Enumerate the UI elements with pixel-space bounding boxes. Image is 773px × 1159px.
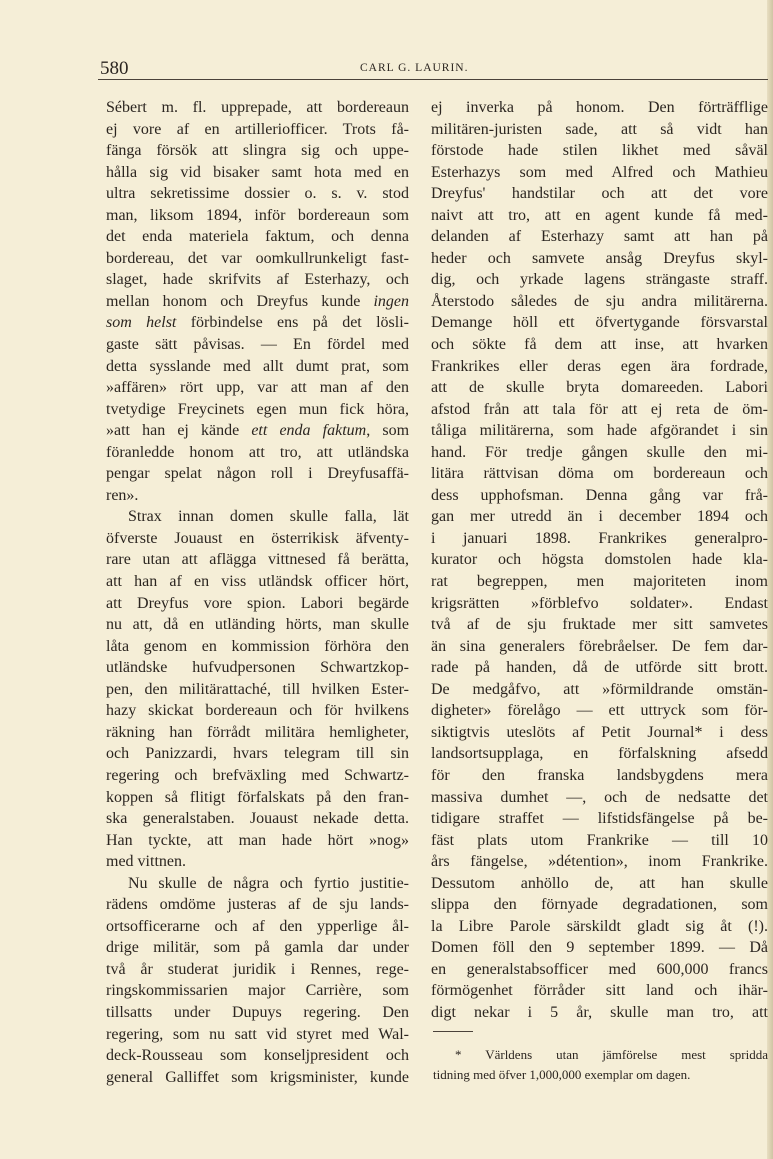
text-line (106, 787, 409, 809)
text-line (106, 808, 409, 830)
text-line (106, 162, 409, 184)
text-segment: Esterhazys som med Alfred och Mathieu (431, 163, 768, 181)
text-segment: regering, som nu satt vid styret med Wal- (106, 1025, 409, 1043)
text-line (431, 356, 768, 378)
text-segment: dess upphofsman. Denna gång var frå- (431, 486, 768, 504)
text-line (431, 485, 768, 507)
text-segment: * Världens utan jämförelse mest spridda (455, 1047, 768, 1062)
text-line (106, 765, 409, 787)
text-line (431, 205, 768, 227)
text-segment: litära rättvisan döma om bordereaun och (431, 465, 768, 483)
text-segment: landsortsupplaga, en förfalskning afsedd (431, 745, 768, 763)
text-segment: rade på handen, då de utförde sitt brott. (431, 659, 768, 677)
text-line (106, 873, 409, 895)
text-line (431, 593, 768, 615)
text-line (431, 97, 768, 119)
text-segment: att han af en viss utländsk officer hört, (106, 573, 409, 591)
text-line (106, 1002, 409, 1024)
text-segment: att Dreyfus vore spion. Labori begärde (106, 594, 409, 612)
text-segment: naivt att tro, att en agent kunde få med- (431, 206, 768, 224)
text-line (431, 334, 768, 356)
text-segment: räkning han förrådt militära hemligheter, (106, 723, 409, 741)
text-segment: drige militär, som på gamla dar under (106, 939, 409, 957)
text-segment: att de skulle bryta domareeden. Labori (431, 379, 768, 397)
text-line (431, 571, 768, 593)
text-segment: detta sysslande med allt dumt prat, som (106, 357, 409, 375)
text-segment: Nu skulle de några och fyrtio justitie- (128, 874, 409, 892)
text-segment: förstode hade stilen likhet med såväl (431, 142, 768, 160)
text-line (106, 851, 409, 873)
text-line (106, 679, 409, 701)
page-number: 580 (100, 58, 129, 79)
text-segment: och Panizzardi, hvars telegram till sin (106, 745, 409, 763)
text-segment: general Galliffet som krigsminister, kunde (106, 1068, 409, 1086)
text-segment: ej vore af en artilleriofficer. Trots få- (106, 120, 409, 138)
text-segment: koppen så flitigt förfalskats på den fran- (106, 788, 409, 806)
text-segment: regering och brefväxling med Schwartz- (106, 766, 409, 784)
text-line (431, 937, 768, 959)
text-segment: tåliga militärerna, som hade afgörandet i sin (431, 422, 768, 440)
text-line (106, 700, 409, 722)
text-line (431, 183, 768, 205)
text-line (431, 743, 768, 765)
text-line (431, 162, 768, 184)
text-segment: Demange höll ett öfvertygande försvarstal (431, 314, 768, 332)
text-segment: krigsrätten »förblefvo soldater». Endast (431, 594, 768, 612)
text-line (433, 1045, 768, 1065)
text-line (431, 506, 768, 528)
text-segment: rädens omdöme justeras af de sju lands- (106, 896, 409, 914)
text-line (106, 506, 409, 528)
text-segment: Strax innan domen skulle falla, lät (128, 508, 409, 526)
text-segment: gaste sätt påvisas. — En fördel med (106, 336, 409, 354)
text-segment: föranledde honom att tro, att utländska (106, 443, 409, 461)
italic-text: ett enda faktum (251, 422, 367, 440)
text-segment: Sébert m. fl. upprepade, att bordereaun (106, 99, 409, 116)
text-line (106, 248, 409, 270)
text-line (431, 463, 768, 485)
text-line (431, 851, 768, 873)
text-segment: afstod från att tala för att ej reta de öm- (431, 400, 768, 418)
text-segment: De medgåfvo, att »förmildrande omstän- (431, 680, 768, 698)
text-segment: nu att, då en utländing hörts, man skulle (106, 616, 409, 634)
text-line (433, 1065, 768, 1085)
text-segment: hålla sig vid bisaker samt hota med en (106, 163, 409, 181)
text-line (106, 140, 409, 162)
text-line (106, 312, 409, 334)
text-line (431, 808, 768, 830)
footnote (433, 1045, 768, 1085)
text-line (106, 1024, 409, 1046)
text-segment: tidigare straffet — lifstidsfängelse på be- (431, 810, 768, 828)
text-segment: ren». (106, 486, 139, 504)
text-segment: Dreyfus' handstilar och att det vore (431, 185, 768, 203)
text-line (106, 894, 409, 916)
text-segment: hand. För tredje gången skulle den mi- (431, 443, 768, 461)
text-line (431, 248, 768, 270)
text-line (431, 959, 768, 981)
text-line (106, 1067, 409, 1089)
text-segment: med vittnen. (106, 853, 186, 871)
text-segment: kurator och högsta domstolen hade kla- (431, 551, 768, 569)
text-segment: digheter» förelågo — ett uttryck som för- (431, 702, 768, 720)
text-segment: förmögenhet förråder sitt land och ihär- (431, 982, 768, 1000)
text-line (106, 485, 409, 507)
text-segment: ultra sekretissime dossier o. s. v. stod (106, 185, 409, 203)
text-segment: fänga försök att slingra sig och uppe- (106, 142, 409, 160)
text-line (431, 787, 768, 809)
text-segment: tvetydige Freycinets egen mun fick höra, (106, 400, 409, 418)
footnote-rule (433, 1031, 473, 1032)
text-line (106, 205, 409, 227)
text-line (106, 1045, 409, 1067)
text-line (431, 614, 768, 636)
text-line (431, 528, 768, 550)
text-segment: bordereau, det var oomkullrunkeligt fast- (106, 249, 409, 267)
text-line (106, 830, 409, 852)
text-segment: utländske hufvudpersonen Schwartzkop- (106, 659, 409, 677)
text-line (431, 636, 768, 658)
text-segment: låta genom en kommission förhöra den (106, 637, 409, 655)
text-line (431, 916, 768, 938)
text-segment: deck-Rousseau som konseljpresident och (106, 1047, 409, 1065)
text-segment: »affären» rört upp, var att man af den (106, 379, 409, 397)
text-segment: Frankrikes eller deras egen ära fordrade, (431, 357, 768, 375)
text-segment: »att han ej kände (106, 422, 252, 440)
text-line (431, 722, 768, 744)
text-line (106, 119, 409, 141)
text-segment: två af de sju fruktade mer sitt samvetes (431, 616, 768, 634)
text-line (106, 959, 409, 981)
text-segment: mellan honom och Dreyfus kunde (106, 292, 374, 310)
text-line (431, 140, 768, 162)
text-segment: rat begreppen, men majoriteten inom (431, 573, 768, 591)
text-line (431, 980, 768, 1002)
text-line (106, 97, 409, 119)
text-segment: förbindelse ens på det lösli- (176, 314, 409, 332)
text-segment: gan mer utredd än i december 1894 och (431, 508, 768, 526)
text-segment: slaget, hade skrifvits af Esterhazy, och (106, 271, 409, 289)
text-line (431, 312, 768, 334)
running-title: CARL G. LAURIN. (360, 62, 469, 74)
text-segment: ska generalstaben. Jouaust nekade detta. (106, 810, 409, 828)
text-line (106, 722, 409, 744)
text-segment: Återstodo således de sju andra militärerna. (431, 292, 768, 310)
text-line (431, 894, 768, 916)
text-line (431, 679, 768, 701)
header-rule (98, 79, 768, 80)
text-segment: pen, den militärattaché, till hvilken Ester- (106, 680, 409, 698)
italic-text: ingen (373, 292, 409, 310)
text-line (431, 830, 768, 852)
text-line (106, 334, 409, 356)
italic-text: som helst (106, 314, 177, 332)
text-line (106, 183, 409, 205)
text-segment: pengar spelat någon roll i Dreyfusaffä- (106, 465, 409, 483)
text-line (106, 269, 409, 291)
text-segment: rare utan att aflägga vittnesed få berätta, (106, 551, 409, 569)
text-segment: Dessutom anhöllo de, att han skulle (431, 874, 768, 892)
text-segment: , som (366, 422, 410, 440)
text-segment: delanden af Esterhazy samt att han på (431, 228, 768, 246)
text-segment: tillsatts under Dupuys regering. Den (106, 1003, 409, 1021)
text-segment: la Libre Parole särskildt gladt sig åt (!). (431, 917, 768, 935)
text-line (431, 657, 768, 679)
text-segment: hazy skickat bordereaun och för hvilkens (106, 702, 409, 720)
text-line (106, 614, 409, 636)
left-column (106, 97, 409, 1088)
text-line (106, 291, 409, 313)
text-segment: ortsofficerarne och af den ypperlige ål- (106, 917, 409, 935)
text-line (431, 269, 768, 291)
text-segment: ringskommissarien major Carrière, som (106, 982, 409, 1000)
text-segment: för den franska landsbygdens mera (431, 766, 768, 784)
text-segment: öfverste Jouaust en österrikisk äfventy- (106, 529, 409, 547)
text-line (106, 463, 409, 485)
text-line (431, 226, 768, 248)
text-segment: ej inverka på honom. Den förträfflige (431, 99, 768, 116)
text-segment: heder och samvete ansåg Dreyfus skyl- (431, 249, 768, 267)
text-segment: och sökte få dem att inse, att hvarken (431, 336, 768, 354)
text-line (431, 377, 768, 399)
text-line (106, 377, 409, 399)
text-line (106, 571, 409, 593)
text-line (106, 420, 409, 442)
text-line (106, 743, 409, 765)
text-line (106, 549, 409, 571)
text-line (106, 980, 409, 1002)
text-line (106, 916, 409, 938)
text-line (106, 937, 409, 959)
text-line (431, 765, 768, 787)
text-line (431, 700, 768, 722)
text-segment: en generalstabsofficer med 600,000 francs (431, 960, 768, 978)
text-segment: siktigtvis uteslöts af Petit Journal* i dess (431, 723, 768, 741)
text-segment: två år studerat juridik i Rennes, rege- (106, 960, 409, 978)
text-line (106, 593, 409, 615)
text-line (431, 420, 768, 442)
text-segment: års fängelse, »détention», inom Frankrike. (431, 853, 768, 871)
text-line (106, 636, 409, 658)
text-line (431, 399, 768, 421)
text-segment: man, liksom 1894, inför bordereaun som (106, 206, 409, 224)
text-segment: i januari 1898. Frankrikes generalpro- (431, 529, 768, 547)
text-segment: det enda materiela faktum, och denna (106, 228, 409, 246)
text-line (106, 399, 409, 421)
right-column (431, 97, 768, 1024)
text-line (431, 119, 768, 141)
text-line (106, 528, 409, 550)
text-segment: militären-juristen sade, att så vidt han (431, 120, 768, 138)
text-line (431, 549, 768, 571)
text-line (431, 1002, 768, 1024)
text-line (431, 442, 768, 464)
text-segment: Domen föll den 9 september 1899. — Då (431, 939, 768, 957)
text-segment: slippa den förnyade degradationen, som (431, 896, 768, 914)
text-segment: dig, och yrkade lagens strängaste straff. (431, 271, 768, 289)
text-segment: digt nekar i 5 år, skulle man tro, att (431, 1003, 768, 1021)
text-segment: fäst plats utom Frankrike — till 10 (431, 831, 768, 849)
text-segment: tidning med öfver 1,000,000 exemplar om dagen. (433, 1067, 691, 1082)
text-segment: Han tyckte, att man hade hört »nog» (106, 831, 409, 849)
text-line (106, 442, 409, 464)
text-line (106, 657, 409, 679)
text-segment: massiva dumhet —, och de nedsatte det (431, 788, 768, 806)
text-line (431, 291, 768, 313)
text-segment: än sina generalers förebråelser. De fem dar- (431, 637, 768, 655)
text-line (106, 356, 409, 378)
text-line (106, 226, 409, 248)
text-line (431, 873, 768, 895)
